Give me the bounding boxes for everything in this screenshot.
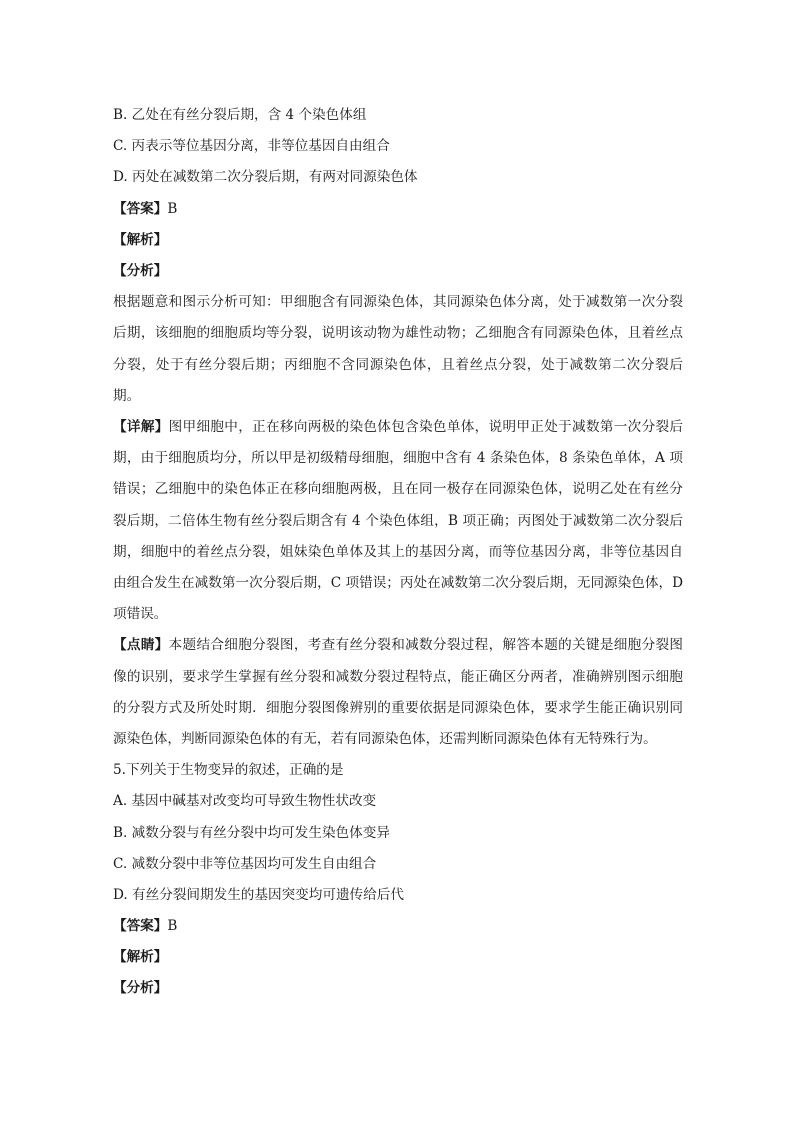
q4-answer-label: 【答案】 [113,200,168,217]
q5-answer-value: B [167,918,178,935]
q5-analysis-label: 【解析】 [113,949,168,966]
q4-option-c: C. 丙表示等位基因分离，非等位基因自由组合 [113,138,390,155]
q4-answer-value: B [167,200,178,217]
q5-option-d: D. 有丝分裂间期发生的基因突变均可遗传给后代 [113,886,404,903]
q5-answer [113,911,683,942]
q4-point-text: 本题结合细胞分裂图，考查有丝分裂和减数分裂过程，解答本题的关键是细胞分裂图像的识别，要求学生掌握有丝分裂和减数分裂过程特点，能正确区分两者，准确辨别图示细胞的分裂方式及所处时期．细胞分裂图像辨别的重要依据是同源染色体，要求学生能正确识别同源染色体，判断同源染色体的有无，若有同源染色体，还需判断同源染色体有无特殊行为。 [113,637,683,747]
q4-analysis-label: 【解析】 [113,231,168,248]
q4-point [113,630,683,755]
q5-option-c: C. 减数分裂中非等位基因均可发生自由组合 [113,855,377,872]
q5-answer-label: 【答案】 [113,918,168,935]
q4-detail-label: 【详解】 [113,418,169,435]
q5-option-b: B. 减数分裂与有丝分裂中均可发生染色体变异 [113,824,390,841]
document-page [113,100,683,1005]
q5-option-a: A. 基因中碱基对改变均可导致生物性状改变 [113,793,377,810]
q4-detail-text: 图甲细胞中，正在移向两极的染色体包含染色单体，说明甲正处于减数第一次分裂后期，由于细胞质均分，所以甲是初级精母细胞，细胞中含有 4 条染色体，8 条染色单体，A 项错误；乙细胞中的染色体正在移向细胞两极，且在同一极存在同源染色体，说明乙处在有丝分裂后期，二倍体生物有丝分裂后期含有 4 个染色体组，B 项正确；丙图处于减数第二次分裂后期，细胞中的着丝点分裂，姐妹染色单体及其上的基因分离，而等位基因分离，非等位基因自由组合发生在减数第一次分裂后期，C 项错误；丙处在减数第二次分裂后期，无同源染色体，D 项错误。 [113,418,683,623]
q4-option-b: B. 乙处在有丝分裂后期，含 4 个染色体组 [113,107,367,123]
q4-option-d: D. 丙处在减数第二次分裂后期，有两对同源染色体 [113,169,418,186]
q4-point-label: 【点睛】 [113,637,169,654]
q5-stem: 5.下列关于生物变异的叙述，正确的是 [113,762,344,779]
q4-fenxi-text: 根据题意和图示分析可知：甲细胞含有同源染色体，其同源染色体分离，处于减数第一次分裂后期，该细胞的细胞质均等分裂，说明该动物为雄性动物；乙细胞含有同源染色体，且着丝点分裂，处于有丝分裂后期；丙细胞不含同源染色体，且着丝点分裂，处于减数第二次分裂后期。 [113,294,683,404]
q5-fenxi-label: 【分析】 [113,980,168,997]
q4-detail [113,412,683,630]
q4-fenxi-label: 【分析】 [113,262,168,279]
q4-answer [113,194,683,225]
